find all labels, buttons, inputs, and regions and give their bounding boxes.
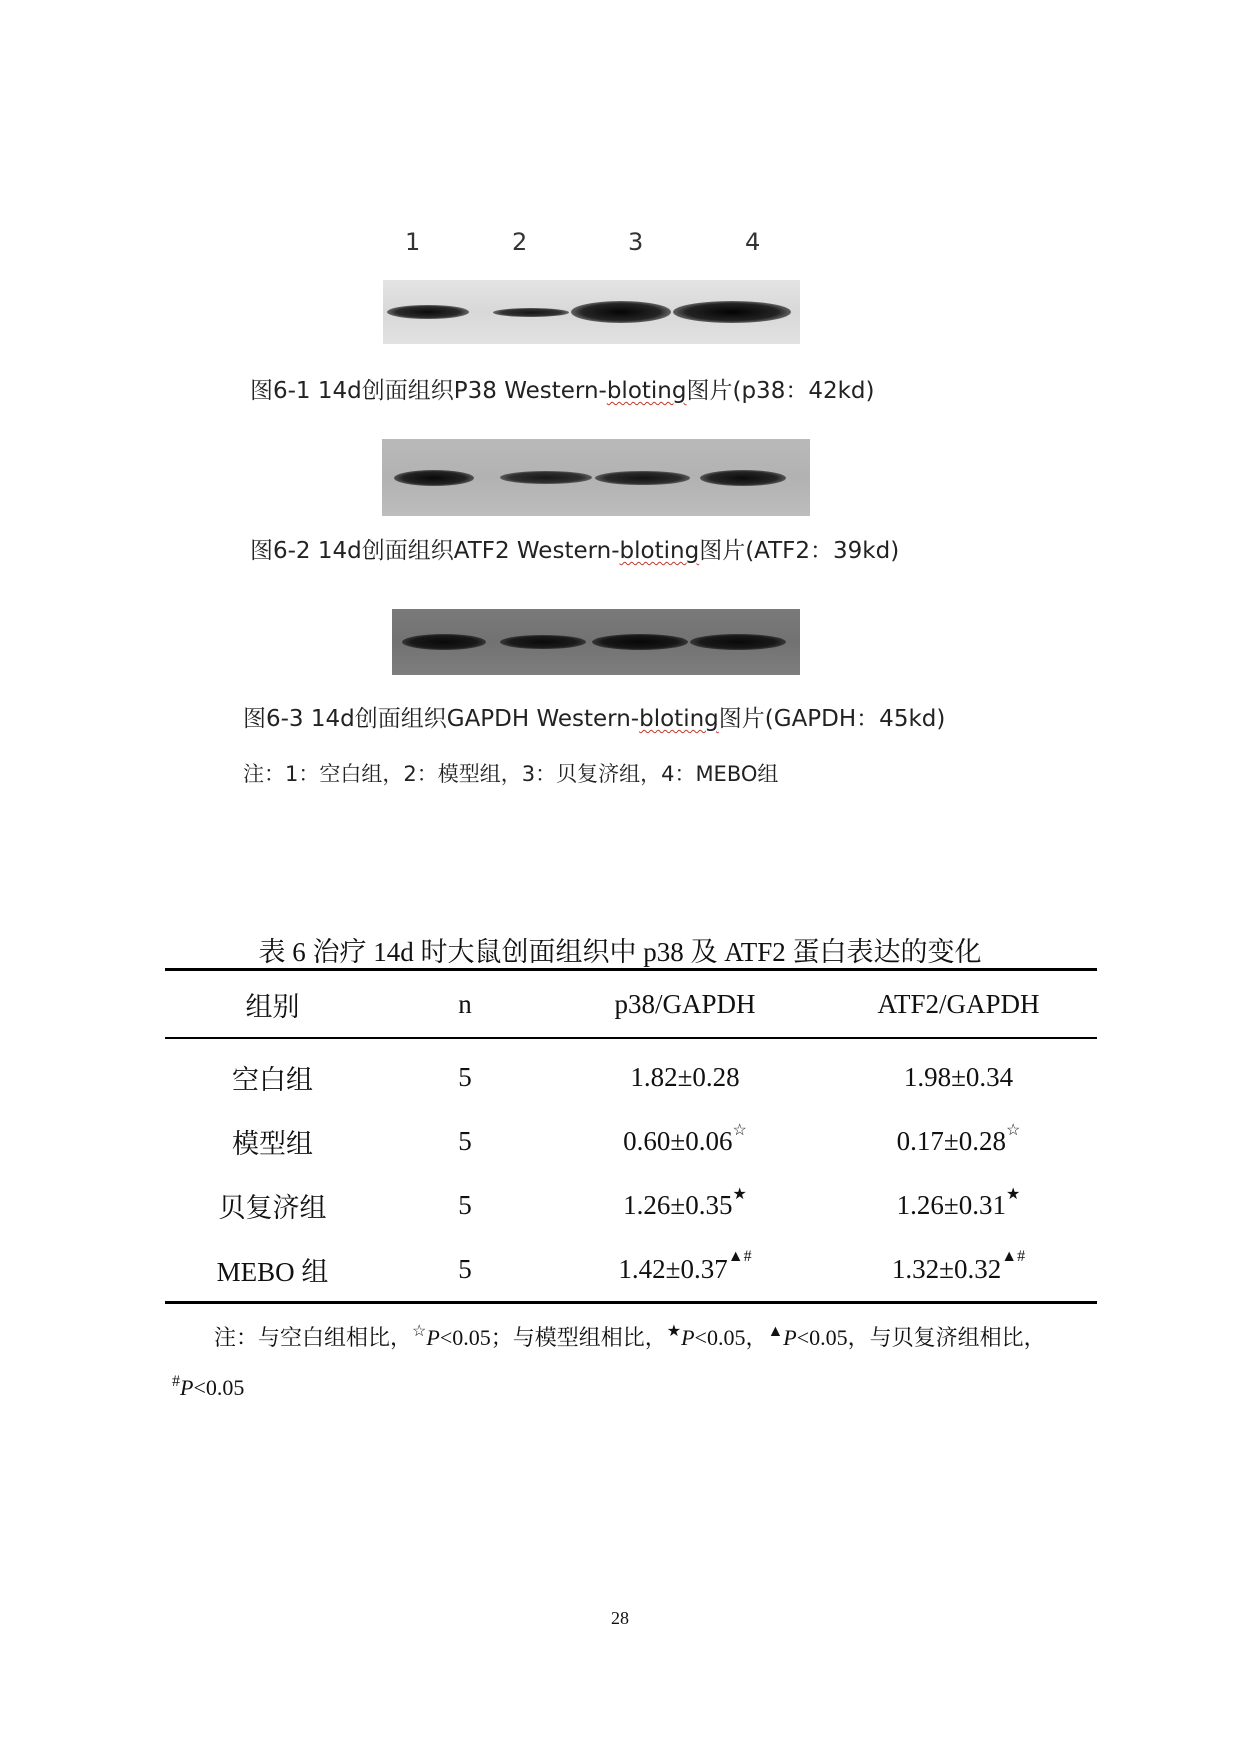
significance-mark: ☆	[412, 1323, 427, 1340]
caption-text: bloting	[619, 538, 700, 564]
cell-n: 5	[458, 1253, 472, 1284]
note-text: <0.05，	[694, 1325, 768, 1350]
significance-mark: ▲#	[1001, 1247, 1026, 1265]
note-text: <0.05，与贝复济组相比，	[796, 1325, 1046, 1350]
cell-atf2	[820, 1173, 1097, 1237]
figure-6-1-caption	[250, 372, 874, 405]
cell-p38	[550, 1109, 820, 1173]
atf2-western-blot-image	[382, 439, 810, 516]
caption-text: 图6-3 14d创面组织GAPDH Western-	[243, 706, 640, 732]
table-footnote	[172, 1313, 1092, 1413]
cell-atf2	[820, 1109, 1097, 1173]
table-title: 表 6 治疗 14d 时大鼠创面组织中 p38 及 ATF2 蛋白表达的变化	[258, 937, 982, 967]
page-number: 28	[611, 1608, 629, 1628]
cell-value: 1.26±0.35	[623, 1189, 733, 1220]
band-gapdh-lane-2	[500, 635, 586, 649]
cell-value: 1.98±0.34	[903, 1061, 1014, 1092]
cell-atf2	[820, 1237, 1097, 1303]
significance-mark: ☆	[732, 1121, 747, 1139]
caption-text: bloting	[606, 378, 687, 404]
band-atf2-lane-2	[500, 471, 592, 484]
cell-value: 1.32±0.32	[891, 1253, 1002, 1284]
cell-value: 0.60±0.06	[623, 1125, 733, 1156]
lane-numbers	[395, 228, 795, 258]
band-atf2-lane-1	[394, 470, 474, 486]
cell-p38	[550, 1173, 820, 1237]
band-gapdh-lane-3	[592, 634, 688, 650]
lane-number: 3	[628, 228, 644, 256]
cell-value: 1.42±0.37	[618, 1253, 728, 1284]
caption-text: 图6-2 14d创面组织ATF2 Western-	[250, 538, 620, 564]
column-header-n: n	[458, 988, 472, 1019]
caption-text: 图片(ATF2：39kd)	[699, 538, 900, 564]
p-symbol: P	[180, 1375, 194, 1400]
band-gapdh-lane-1	[402, 634, 486, 650]
column-header-group: 组别	[245, 991, 300, 1022]
cell-group: 贝复济组	[218, 1192, 327, 1223]
band-p38-lane-4	[673, 301, 791, 323]
cell-group: 模型组	[232, 1128, 313, 1159]
significance-mark: ★	[1005, 1185, 1021, 1203]
note-text: 注：与空白组相比，	[214, 1325, 413, 1350]
cell-group: 空白组	[232, 1064, 313, 1095]
cell-atf2	[820, 1038, 1097, 1109]
cell-p38	[550, 1038, 820, 1109]
gapdh-western-blot-image	[392, 609, 800, 675]
column-header-atf2: ATF2/GAPDH	[877, 988, 1040, 1019]
lane-number: 2	[512, 228, 528, 256]
cell-value: 0.17±0.28	[896, 1125, 1006, 1156]
lane-number: 4	[745, 228, 761, 256]
band-atf2-lane-3	[595, 471, 690, 485]
figure-6-3-caption	[243, 700, 945, 733]
p38-western-blot-image	[383, 280, 800, 344]
table-row	[165, 1109, 1097, 1173]
cell-value: 1.26±0.31	[896, 1189, 1006, 1220]
significance-mark: #	[172, 1373, 180, 1390]
table-row	[165, 1173, 1097, 1237]
caption-text: 图片(p38：42kd)	[686, 378, 875, 404]
note-text: <0.05；与模型组相比，	[439, 1325, 667, 1350]
significance-mark: ☆	[1005, 1121, 1021, 1139]
note-text: <0.05	[193, 1375, 245, 1400]
band-p38-lane-3	[571, 301, 671, 323]
table-header-row	[165, 970, 1097, 1039]
band-p38-lane-1	[387, 305, 469, 319]
figure-6-2-caption	[250, 532, 899, 565]
figure-lane-note: 注：1：空白组，2：模型组，3：贝复济组，4：MEBO组	[243, 762, 779, 786]
cell-n: 5	[458, 1189, 472, 1220]
cell-group: MEBO 组	[216, 1256, 329, 1287]
band-gapdh-lane-4	[690, 634, 786, 650]
significance-mark: ▲#	[727, 1247, 752, 1265]
caption-text: bloting	[639, 706, 719, 732]
significance-mark: ▲	[767, 1323, 784, 1340]
table-row	[165, 1038, 1097, 1109]
p-symbol: P	[783, 1325, 797, 1350]
column-header-p38: p38/GAPDH	[614, 988, 756, 1019]
results-table	[165, 968, 1097, 1304]
band-atf2-lane-4	[700, 470, 786, 486]
band-p38-lane-2	[493, 308, 569, 317]
p-symbol: P	[426, 1325, 440, 1350]
cell-value: 1.82±0.28	[630, 1061, 740, 1092]
lane-number: 1	[405, 228, 421, 256]
cell-p38	[550, 1237, 820, 1303]
cell-n: 5	[458, 1061, 472, 1092]
caption-text: 图6-1 14d创面组织P38 Western-	[250, 378, 607, 404]
table-row	[165, 1237, 1097, 1303]
significance-mark: ★	[666, 1323, 682, 1340]
significance-mark: ★	[732, 1185, 747, 1203]
p-symbol: P	[681, 1325, 695, 1350]
caption-text: 图片(GAPDH：45kd)	[718, 706, 946, 732]
cell-n: 5	[458, 1125, 472, 1156]
